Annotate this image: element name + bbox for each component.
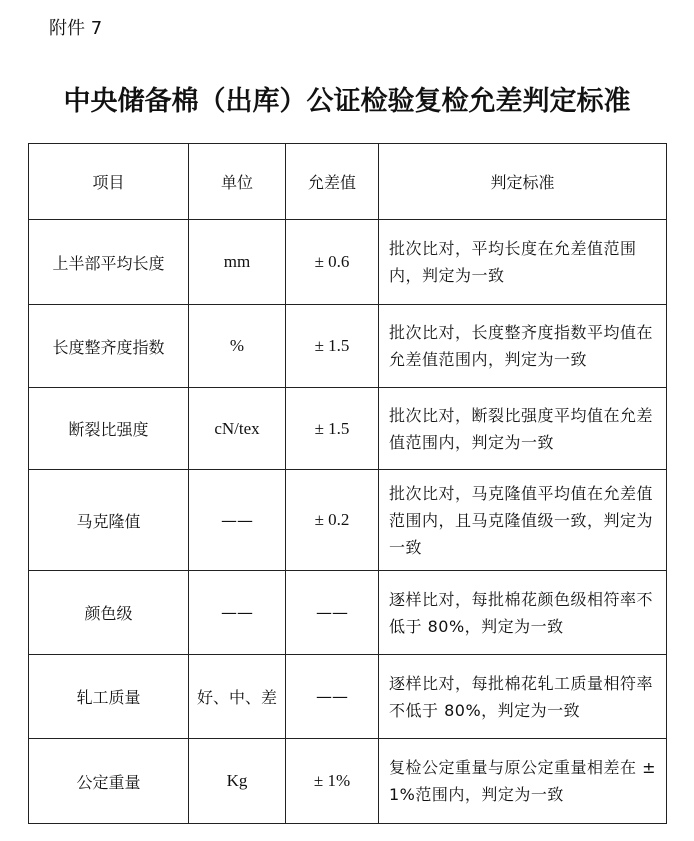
row-criterion: 批次比对，断裂比强度平均值在允差值范围内，判定为一致 (379, 388, 667, 470)
row-tolerance: ± 0.6 (286, 220, 379, 305)
row-item: 公定重量 (29, 739, 189, 824)
row-unit: mm (189, 220, 286, 305)
header-criterion: 判定标准 (379, 144, 667, 220)
row-tolerance: ± 1.5 (286, 305, 379, 388)
row-tolerance: —— (286, 571, 379, 655)
row-tolerance: ± 1% (286, 739, 379, 824)
row-item: 轧工质量 (29, 655, 189, 739)
row-tolerance: ± 1.5 (286, 388, 379, 470)
row-tolerance: —— (286, 655, 379, 739)
row-criterion: 复检公定重量与原公定重量相差在 ± 1%范围内，判定为一致 (379, 739, 667, 824)
row-criterion: 逐样比对，每批棉花颜色级相符率不低于 80%，判定为一致 (379, 571, 667, 655)
row-item: 上半部平均长度 (29, 220, 189, 305)
table-row (29, 470, 667, 571)
header-unit: 单位 (189, 144, 286, 220)
row-item: 颜色级 (29, 571, 189, 655)
table-row (29, 655, 667, 739)
row-unit: % (189, 305, 286, 388)
header-item: 项目 (29, 144, 189, 220)
header-tolerance: 允差值 (286, 144, 379, 220)
table-row (29, 305, 667, 388)
row-unit: Kg (189, 739, 286, 824)
row-criterion: 批次比对，平均长度在允差值范围内，判定为一致 (379, 220, 667, 305)
row-unit: 好、中、差 (189, 655, 286, 739)
table-row (29, 739, 667, 824)
row-unit: —— (189, 470, 286, 571)
row-criterion: 批次比对，马克隆值平均值在允差值范围内，且马克隆值级一致，判定为一致 (379, 470, 667, 571)
row-criterion: 批次比对，长度整齐度指数平均值在允差值范围内，判定为一致 (379, 305, 667, 388)
table-row (29, 220, 667, 305)
document-title: 中央储备棉（出库）公证检验复检允差判定标准 (63, 86, 631, 117)
row-item: 断裂比强度 (29, 388, 189, 470)
row-item: 长度整齐度指数 (29, 305, 189, 388)
row-criterion: 逐样比对，每批棉花轧工质量相符率不低于 80%，判定为一致 (379, 655, 667, 739)
row-tolerance: ± 0.2 (286, 470, 379, 571)
row-unit: cN/tex (189, 388, 286, 470)
row-item: 马克隆值 (29, 470, 189, 571)
table-row (29, 388, 667, 470)
table-row (29, 571, 667, 655)
row-unit: —— (189, 571, 286, 655)
attachment-label: 附件 7 (49, 18, 103, 39)
table-header-row (29, 144, 667, 220)
tolerance-standard-table (28, 143, 667, 824)
